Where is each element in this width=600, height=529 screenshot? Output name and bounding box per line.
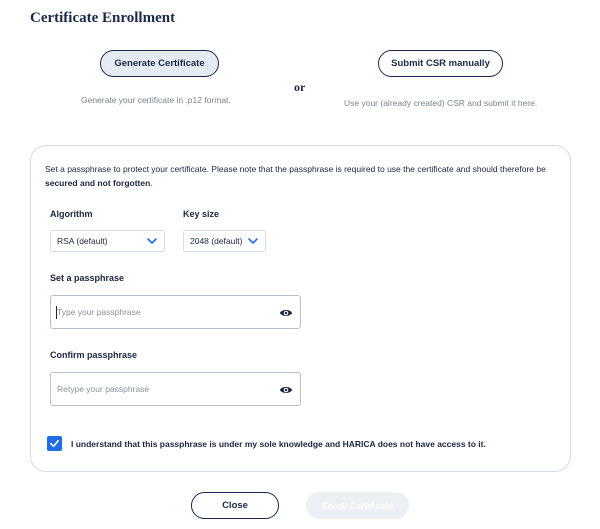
submit-csr-button[interactable]: Submit CSR manually <box>378 50 503 77</box>
check-icon <box>49 438 60 449</box>
key-size-select[interactable] <box>183 230 266 252</box>
csr-caption: Use your (already created) CSR and submit it here. <box>344 98 538 108</box>
confirm-passphrase-label: Confirm passphrase <box>50 350 138 360</box>
generate-caption: Generate your certificate in .p12 format. <box>81 95 231 105</box>
or-separator: or <box>294 80 306 94</box>
chevron-down-icon <box>247 235 259 247</box>
acknowledge-label: I understand that this passphrase is under my sole knowledge and HARICA does not have access to it. <box>71 438 486 449</box>
passphrase-input[interactable] <box>51 296 271 328</box>
note-end: . <box>150 178 153 188</box>
generate-certificate-button[interactable]: Generate Certificate <box>100 50 219 77</box>
algorithm-label: Algorithm <box>50 209 93 219</box>
confirm-passphrase-input[interactable] <box>51 373 271 405</box>
key-size-label: Key size <box>183 209 220 219</box>
acknowledge-row <box>47 436 486 451</box>
enroll-certificate-button[interactable]: Enroll Certificate <box>306 492 409 519</box>
acknowledge-checkbox[interactable] <box>47 436 62 451</box>
page-title: Certificate Enrollment <box>30 10 176 26</box>
algorithm-select[interactable] <box>50 230 165 252</box>
note-emphasis: secured and not forgotten <box>45 178 151 188</box>
note-text: Set a passphrase to protect your certificate. Please note that the passphrase is required to use the certificate and should therefore be <box>45 164 546 174</box>
eye-icon[interactable] <box>279 383 293 397</box>
eye-icon[interactable] <box>279 306 293 320</box>
chevron-down-icon <box>146 235 158 247</box>
passphrase-panel <box>30 145 571 472</box>
close-button[interactable]: Close <box>191 492 279 519</box>
algorithm-value: RSA (default) <box>57 236 108 246</box>
passphrase-field <box>50 295 301 329</box>
passphrase-note <box>45 162 560 190</box>
passphrase-label: Set a passphrase <box>50 273 125 283</box>
key-size-value: 2048 (default) <box>190 236 243 246</box>
confirm-passphrase-field <box>50 372 301 406</box>
